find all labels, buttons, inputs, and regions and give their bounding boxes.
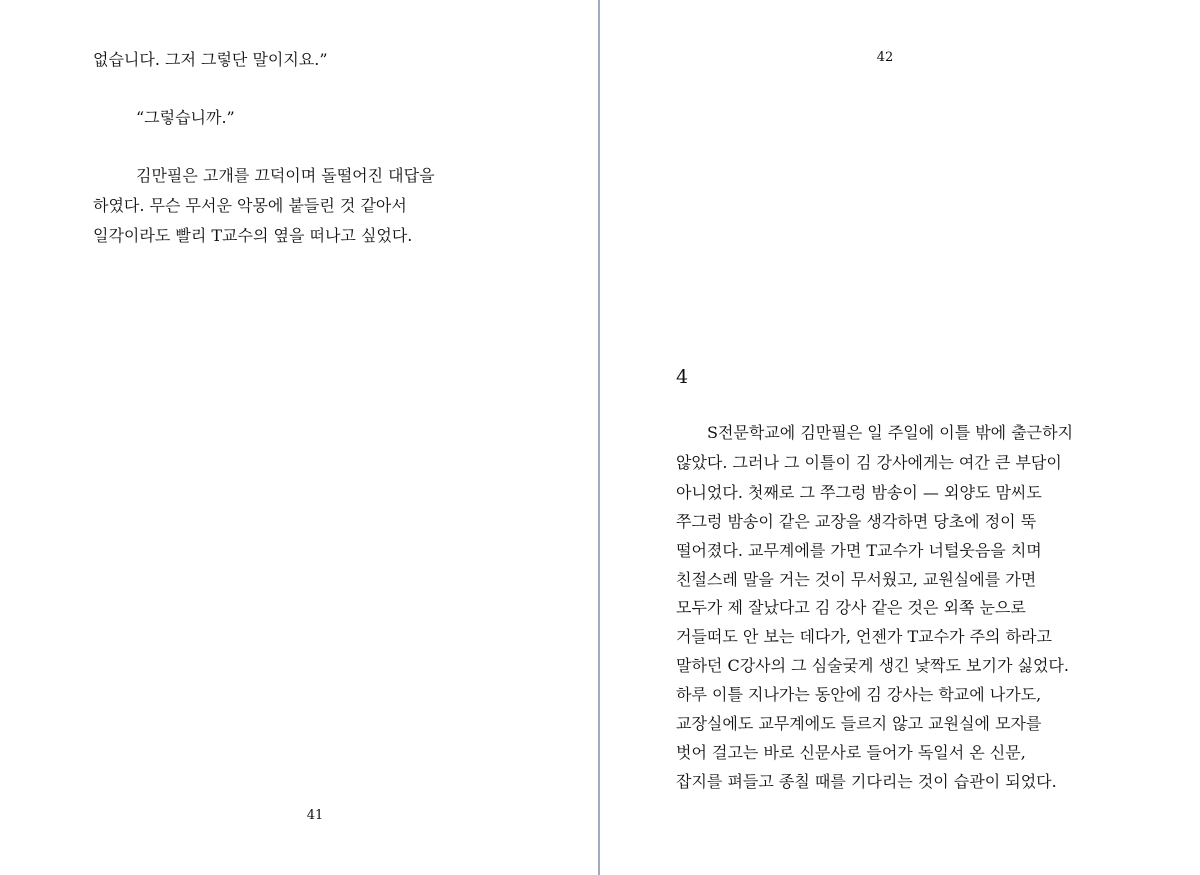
right-line-11: 교장실에도 교무계에도 들르지 않고 교원실에 모자를 bbox=[676, 714, 1042, 733]
right-line-6: 친절스레 말을 거는 것이 무서웠고, 교원실에를 가면 bbox=[676, 570, 1037, 589]
left-line-3: 김만필은 고개를 끄덕이며 돌떨어진 대답을 bbox=[136, 166, 435, 185]
right-line-10: 하루 이틀 지나가는 동안에 김 강사는 학교에 나가도, bbox=[676, 685, 1042, 704]
right-line-2: 않았다. 그러나 그 이틀이 김 강사에게는 여간 큰 부담이 bbox=[676, 453, 1062, 472]
right-line-4: 쭈그렁 밤송이 같은 교장을 생각하면 당초에 정이 뚝 bbox=[676, 512, 1037, 531]
left-line-4: 하였다. 무슨 무서운 악몽에 붙들린 것 같아서 bbox=[93, 196, 407, 215]
chapter-number: 4 bbox=[676, 366, 689, 388]
right-line-13: 잡지를 펴들고 종칠 때를 기다리는 것이 습관이 되었다. bbox=[676, 772, 1057, 791]
right-line-3: 아니었다. 첫째로 그 쭈그렁 밤송이 — 외양도 맘씨도 bbox=[676, 483, 1042, 502]
right-line-12: 벗어 걸고는 바로 신문사로 들어가 독일서 온 신문, bbox=[676, 743, 1026, 762]
left-line-5: 일각이라도 빨리 T교수의 옆을 떠나고 싶었다. bbox=[93, 226, 413, 245]
right-page bbox=[601, 0, 1200, 875]
right-line-1: S전문학교에 김만필은 일 주일에 이틀 밖에 출근하지 bbox=[707, 423, 1074, 442]
right-line-8: 거들떠도 안 보는 데다가, 언젠가 T교수가 주의 하라고 bbox=[676, 627, 1052, 646]
left-line-1: 없습니다. 그저 그렇단 말이지요.” bbox=[93, 50, 328, 69]
right-line-9: 말하던 C강사의 그 심술궂게 생긴 낯짝도 보기가 싫었다. bbox=[676, 656, 1069, 675]
book-gutter bbox=[598, 0, 600, 875]
right-line-5: 떨어졌다. 교무계에를 가면 T교수가 너털웃음을 치며 bbox=[676, 541, 1042, 560]
left-line-2: “그렇습니까.” bbox=[136, 108, 235, 127]
left-page-number: 41 bbox=[306, 808, 324, 823]
left-page bbox=[0, 0, 598, 875]
right-page-number: 42 bbox=[876, 50, 894, 65]
right-line-7: 모두가 제 잘났다고 김 강사 같은 것은 외쪽 눈으로 bbox=[676, 598, 1026, 617]
